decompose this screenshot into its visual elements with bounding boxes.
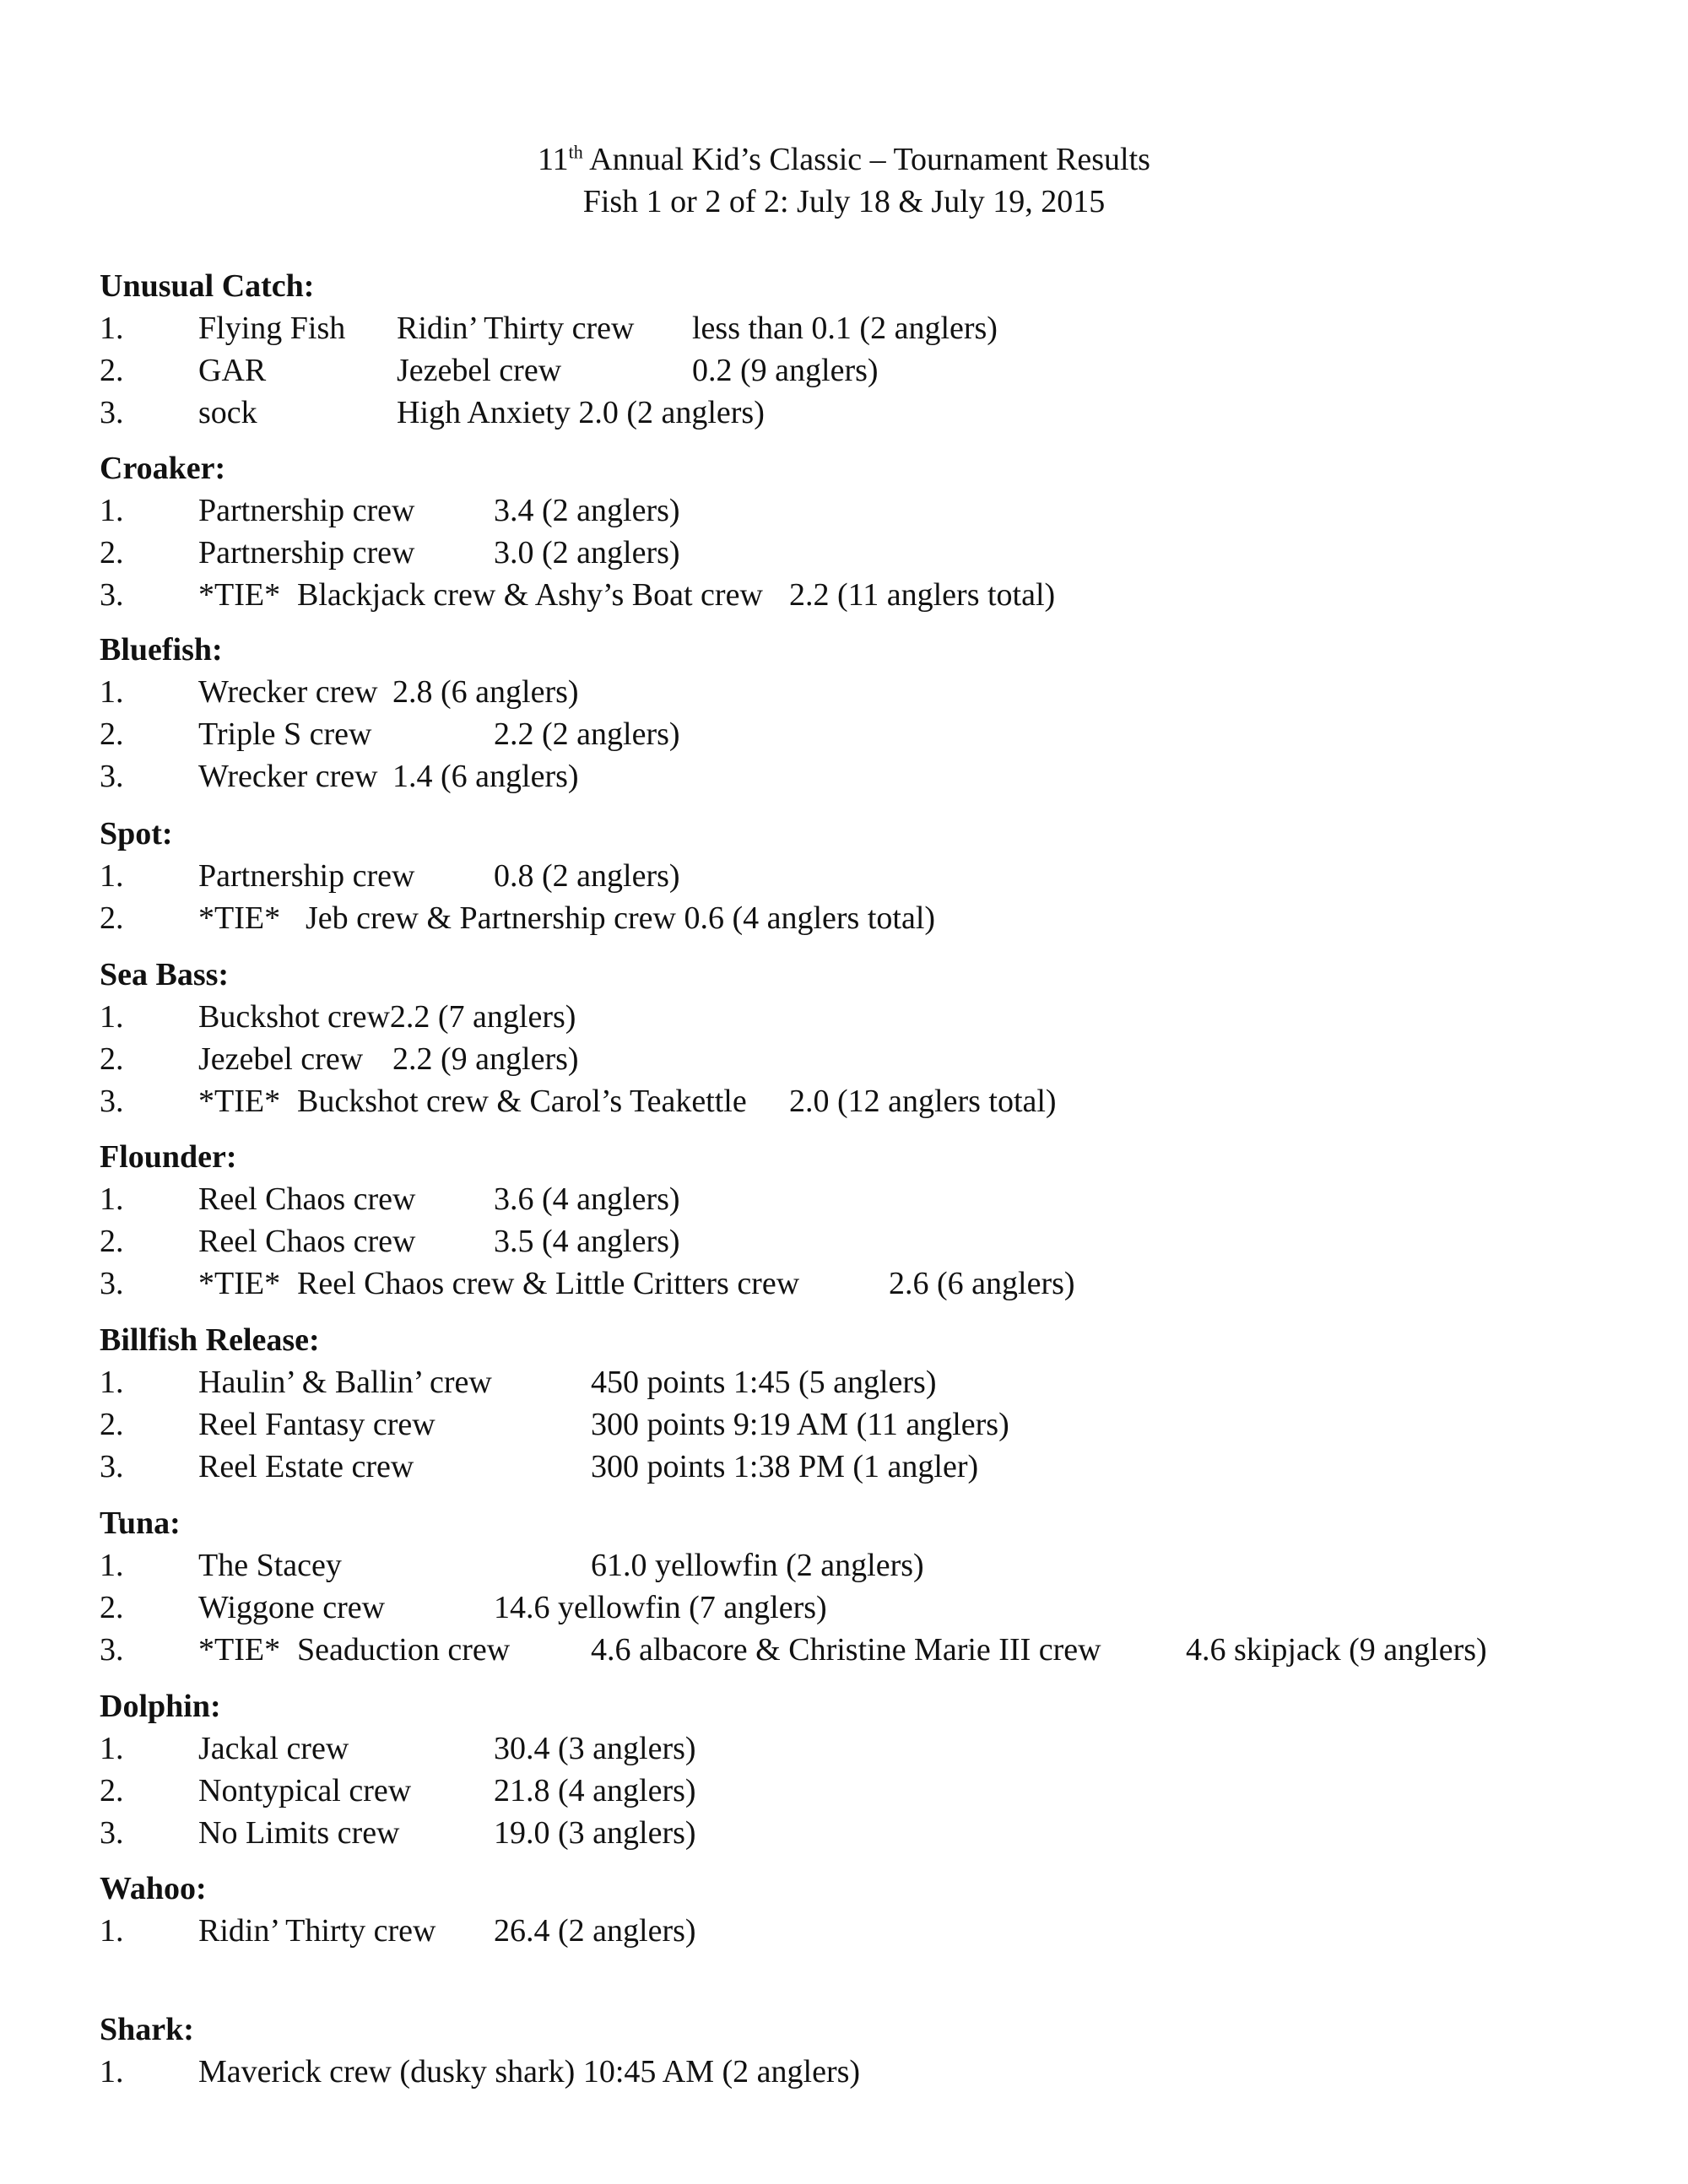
result-row	[0, 392, 1688, 434]
result-rank: 3.	[100, 1815, 124, 1851]
result-cell: 3.0 (2 anglers)	[494, 535, 680, 570]
result-cell: Haulin’ & Ballin’ crew	[198, 1365, 492, 1400]
result-row	[0, 532, 1688, 574]
result-rank: 1.	[100, 674, 124, 710]
result-row	[0, 1544, 1688, 1587]
result-rank: 1.	[100, 2054, 124, 2089]
result-cell: Wiggone crew	[198, 1590, 386, 1625]
result-cell: Partnership crew	[198, 493, 415, 528]
result-cell: 3.4 (2 anglers)	[494, 493, 680, 528]
result-cell: Maverick crew (dusky shark) 10:45 AM (2 anglers)	[198, 2054, 861, 2089]
result-rank: 3.	[100, 577, 124, 613]
result-cell: 19.0 (3 anglers)	[494, 1815, 696, 1851]
result-rank: 1.	[100, 858, 124, 894]
result-row	[0, 713, 1688, 755]
result-rank: 3.	[100, 1266, 124, 1301]
result-cell: less than 0.1 (2 anglers)	[692, 311, 998, 346]
result-row	[0, 897, 1688, 939]
result-rank: 2.	[100, 535, 124, 570]
result-cell: Seaduction crew	[297, 1632, 511, 1668]
result-cell: 2.2 (9 anglers)	[392, 1041, 579, 1077]
title-superscript: th	[568, 141, 583, 163]
result-cell: Partnership crew	[198, 535, 415, 570]
result-row	[0, 1770, 1688, 1812]
result-rank: 1.	[100, 1365, 124, 1400]
result-cell: Jackal crew	[198, 1731, 349, 1766]
result-rank: 2.	[100, 900, 124, 936]
result-cell: 4.6 skipjack (9 anglers)	[1186, 1632, 1487, 1668]
result-row	[0, 1629, 1688, 1671]
result-row	[0, 1361, 1688, 1403]
result-rank: 2.	[100, 1224, 124, 1259]
result-cell: Wrecker crew	[198, 759, 378, 794]
result-row	[0, 574, 1688, 616]
result-cell: Jezebel crew	[397, 353, 562, 388]
result-cell: 2.6 (6 anglers)	[889, 1266, 1075, 1301]
section-heading: Sea Bass:	[100, 957, 230, 992]
section-heading: Bluefish:	[100, 632, 223, 668]
result-row	[0, 1080, 1688, 1122]
page-subtitle: Fish 1 or 2 of 2: July 18 & July 19, 2015	[582, 184, 1106, 219]
result-row	[0, 671, 1688, 713]
result-row	[0, 1446, 1688, 1488]
result-row	[0, 1262, 1688, 1305]
result-cell: 0.8 (2 anglers)	[494, 858, 680, 894]
section-heading: Dolphin:	[100, 1689, 221, 1724]
result-cell: Jeb crew & Partnership crew 0.6 (4 anglers total)	[306, 900, 936, 936]
result-row	[0, 1910, 1688, 1952]
section-heading: Billfish Release:	[100, 1322, 320, 1358]
page-title: 11th Annual Kid’s Classic – Tournament Results	[538, 141, 1150, 177]
result-rank: 1.	[100, 1181, 124, 1217]
result-cell: 21.8 (4 anglers)	[494, 1773, 696, 1808]
result-cell: Wrecker crew	[198, 674, 378, 710]
result-rank: 2.	[100, 1041, 124, 1077]
result-cell: Buckshot crew & Carol’s Teakettle	[297, 1084, 747, 1119]
result-rank: 3.	[100, 1084, 124, 1119]
result-cell: Reel Estate crew	[198, 1449, 414, 1484]
result-cell: Triple S crew	[198, 716, 372, 752]
result-cell: 61.0 yellowfin (2 anglers)	[591, 1548, 924, 1583]
result-cell: 2.8 (6 anglers)	[392, 674, 579, 710]
result-rank: 2.	[100, 1407, 124, 1442]
result-cell: Reel Fantasy crew	[198, 1407, 436, 1442]
result-row	[0, 489, 1688, 532]
result-cell: 300 points 1:38 PM (1 angler)	[591, 1449, 979, 1484]
result-row	[0, 996, 1688, 1038]
result-rank: 1.	[100, 311, 124, 346]
result-cell: 3.5 (4 anglers)	[494, 1224, 680, 1259]
result-row	[0, 755, 1688, 797]
result-cell: Jezebel crew	[198, 1041, 364, 1077]
result-cell: Partnership crew	[198, 858, 415, 894]
result-rank: 2.	[100, 1590, 124, 1625]
result-rank: 1.	[100, 1548, 124, 1583]
result-cell: The Stacey	[198, 1548, 342, 1583]
result-cell: No Limits crew	[198, 1815, 400, 1851]
result-cell: 0.2 (9 anglers)	[692, 353, 879, 388]
result-cell: 450 points 1:45 (5 anglers)	[591, 1365, 937, 1400]
result-cell: Ridin’ Thirty crew	[198, 1913, 436, 1949]
result-cell: Buckshot crew2.2 (7 anglers)	[198, 999, 576, 1035]
result-rank: 1.	[100, 1913, 124, 1949]
result-row	[0, 1220, 1688, 1262]
section-heading: Croaker:	[100, 451, 226, 486]
result-row	[0, 2051, 1688, 2093]
result-cell: 2.0 (12 anglers total)	[789, 1084, 1057, 1119]
result-cell: Reel Chaos crew	[198, 1181, 416, 1217]
result-rank: 3.	[100, 1449, 124, 1484]
section-heading: Tuna:	[100, 1506, 181, 1541]
section-heading: Flounder:	[100, 1139, 237, 1175]
result-rank: 2.	[100, 716, 124, 752]
result-rank: 1.	[100, 1731, 124, 1766]
result-cell: Reel Chaos crew	[198, 1224, 416, 1259]
result-cell: 4.6 albacore & Christine Marie III crew	[591, 1632, 1101, 1668]
result-rank: 3.	[100, 1632, 124, 1668]
result-cell: *TIE*	[198, 1084, 281, 1119]
result-row	[0, 855, 1688, 897]
result-rank: 2.	[100, 1773, 124, 1808]
section-heading: Spot:	[100, 816, 173, 851]
result-cell: Ridin’ Thirty crew	[397, 311, 635, 346]
result-cell: GAR	[198, 353, 267, 388]
result-row	[0, 1587, 1688, 1629]
result-cell: *TIE*	[198, 1266, 281, 1301]
result-cell: 1.4 (6 anglers)	[392, 759, 579, 794]
result-cell: Flying Fish	[198, 311, 346, 346]
result-cell: Reel Chaos crew & Little Critters crew	[297, 1266, 800, 1301]
result-cell: *TIE*	[198, 577, 281, 613]
result-rank: 1.	[100, 493, 124, 528]
section-heading: Wahoo:	[100, 1871, 207, 1906]
section-heading: Unusual Catch:	[100, 268, 315, 304]
result-row	[0, 307, 1688, 349]
result-cell: 2.2 (2 anglers)	[494, 716, 680, 752]
result-row	[0, 1727, 1688, 1770]
result-cell: *TIE*	[198, 1632, 281, 1668]
result-rank: 3.	[100, 395, 124, 430]
result-row	[0, 1403, 1688, 1446]
result-cell: 14.6 yellowfin (7 anglers)	[494, 1590, 827, 1625]
result-row	[0, 1178, 1688, 1220]
result-cell: 2.2 (11 anglers total)	[789, 577, 1056, 613]
result-cell: 26.4 (2 anglers)	[494, 1913, 696, 1949]
result-cell: High Anxiety 2.0 (2 anglers)	[397, 395, 765, 430]
result-row	[0, 1038, 1688, 1080]
result-cell: *TIE*	[198, 900, 281, 936]
result-cell: Nontypical crew	[198, 1773, 412, 1808]
result-cell: 30.4 (3 anglers)	[494, 1731, 696, 1766]
result-rank: 2.	[100, 353, 124, 388]
result-rank: 3.	[100, 759, 124, 794]
result-rank: 1.	[100, 999, 124, 1035]
result-cell: Blackjack crew & Ashy’s Boat crew	[297, 577, 763, 613]
result-cell: 300 points 9:19 AM (11 anglers)	[591, 1407, 1009, 1442]
result-cell: sock	[198, 395, 257, 430]
section-heading: Shark:	[100, 2012, 194, 2047]
result-cell: 3.6 (4 anglers)	[494, 1181, 680, 1217]
result-row	[0, 349, 1688, 392]
result-row	[0, 1812, 1688, 1854]
